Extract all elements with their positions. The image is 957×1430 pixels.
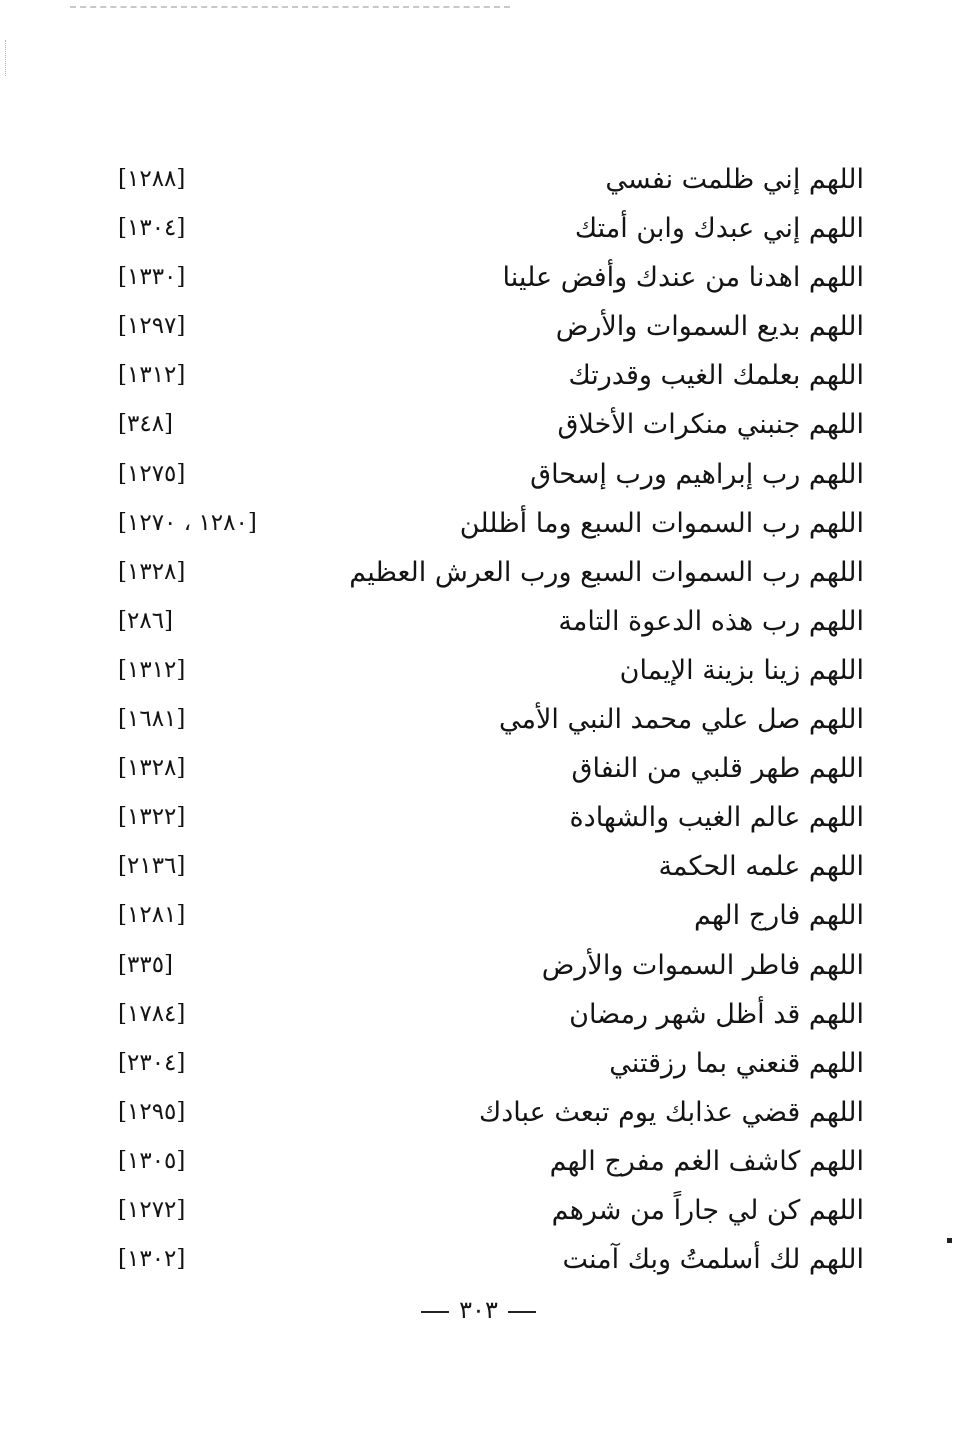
index-entry: [0, 548, 957, 597]
entry-phrase: اللهم كاشف الغم مفرج الهم: [549, 1145, 864, 1177]
entry-reference: [١٢٩٧]: [118, 313, 186, 340]
entry-phrase: اللهم فاطر السموات والأرض: [541, 949, 864, 981]
entry-phrase: اللهم جنبني منكرات الأخلاق: [557, 409, 864, 441]
entry-phrase: اللهم إني ظلمت نفسي: [605, 164, 864, 195]
entry-phrase: اللهم عالم الغيب والشهادة: [569, 802, 864, 834]
entry-phrase: اللهم علمه الحكمة: [658, 851, 864, 883]
entry-phrase: اللهم رب هذه الدعوة التامة: [558, 605, 864, 637]
entry-reference: [١٣٠٤]: [118, 215, 186, 242]
left-margin-mark: [5, 40, 6, 76]
index-entry: [0, 597, 957, 646]
entry-reference: [١٢٨٨]: [118, 166, 186, 192]
index-entry: [0, 793, 957, 842]
index-entry: [0, 204, 957, 253]
index-entry: [0, 842, 957, 891]
entry-phrase: اللهم رب السموات السبع وما أظللن: [459, 507, 864, 539]
entry-phrase: اللهم لك أسلمتُ وبك آمنت: [562, 1244, 864, 1276]
entry-reference: [١٢٨١]: [118, 902, 186, 929]
entry-reference: [١٢٧٥]: [118, 460, 186, 487]
entry-phrase: اللهم اهدنا من عندك وأفض علينا: [502, 262, 864, 294]
index-entry: [0, 744, 957, 793]
entry-reference: [١٢٩٥]: [118, 1098, 186, 1125]
index-entry: [0, 695, 957, 744]
index-entry: [0, 351, 957, 400]
entry-phrase: اللهم صل علي محمد النبي الأمي: [499, 704, 864, 736]
index-entry: [0, 400, 957, 449]
entry-reference: [٢٣٠٤]: [118, 1049, 186, 1076]
footer-dash-right: [508, 1311, 536, 1313]
entry-reference: [١٣٢٨]: [118, 558, 186, 585]
entry-reference: [١٣٣٠]: [118, 264, 186, 291]
entry-reference: [١٣١٢]: [118, 656, 186, 683]
footer-dash-left: [421, 1311, 449, 1313]
entry-phrase: اللهم قنعني بما رزقتني: [609, 1047, 864, 1079]
entry-reference: [١٣٠٥]: [118, 1147, 186, 1174]
index-entry: [0, 1039, 957, 1088]
entry-phrase: اللهم كن لي جاراً من شرهم: [551, 1194, 864, 1226]
entry-phrase: اللهم قضي عذابك يوم تبعث عبادك: [478, 1096, 864, 1128]
page-number-footer: [0, 1296, 957, 1324]
index-entry: [0, 1088, 957, 1137]
index-entry: [0, 646, 957, 695]
index-entry: [0, 253, 957, 302]
entry-phrase: اللهم رب السموات السبع ورب العرش العظيم: [349, 556, 864, 588]
index-entry: [0, 891, 957, 940]
entry-reference: [١٣٠٢]: [118, 1246, 186, 1273]
index-entry: [0, 155, 957, 204]
index-entry: [0, 1186, 957, 1235]
index-entry: [0, 990, 957, 1039]
entry-reference: [١٢٨٠ ، ١٢٧٠]: [118, 509, 257, 536]
index-list: [0, 155, 957, 1284]
entry-reference: [١٢٧٢]: [118, 1196, 186, 1223]
entry-phrase: اللهم بعلمك الغيب وقدرتك: [568, 360, 864, 392]
entry-reference: [٢١٣٦]: [118, 853, 186, 880]
entry-reference: [١٦٨١]: [118, 706, 186, 733]
top-dashed-line: [70, 6, 510, 8]
entry-phrase: اللهم فارج الهم: [694, 900, 864, 932]
index-entry: [0, 1235, 957, 1284]
index-entry: [0, 941, 957, 990]
index-entry: [0, 1137, 957, 1186]
entry-reference: [٣٣٥]: [118, 951, 174, 978]
entry-phrase: اللهم زينا بزينة الإيمان: [619, 654, 864, 686]
margin-dot-mark: [947, 1238, 952, 1243]
entry-phrase: اللهم إني عبدك وابن أمتك: [574, 213, 864, 245]
entry-reference: [٢٨٦]: [118, 607, 174, 634]
page-number: ٣٠٣: [459, 1296, 498, 1324]
entry-reference: [١٧٨٤]: [118, 1000, 186, 1027]
entry-reference: [٣٤٨]: [118, 411, 174, 438]
entry-reference: [١٣٢٢]: [118, 804, 186, 831]
entry-reference: [١٣١٢]: [118, 362, 186, 389]
index-entry: [0, 450, 957, 499]
entry-phrase: اللهم بديع السموات والأرض: [555, 311, 864, 343]
entry-phrase: اللهم قد أظل شهر رمضان: [569, 998, 864, 1030]
entry-phrase: اللهم طهر قلبي من النفاق: [571, 753, 864, 785]
index-entry: [0, 499, 957, 548]
entry-phrase: اللهم رب إبراهيم ورب إسحاق: [530, 458, 864, 490]
entry-reference: [١٣٢٨]: [118, 755, 186, 782]
index-entry: [0, 302, 957, 351]
